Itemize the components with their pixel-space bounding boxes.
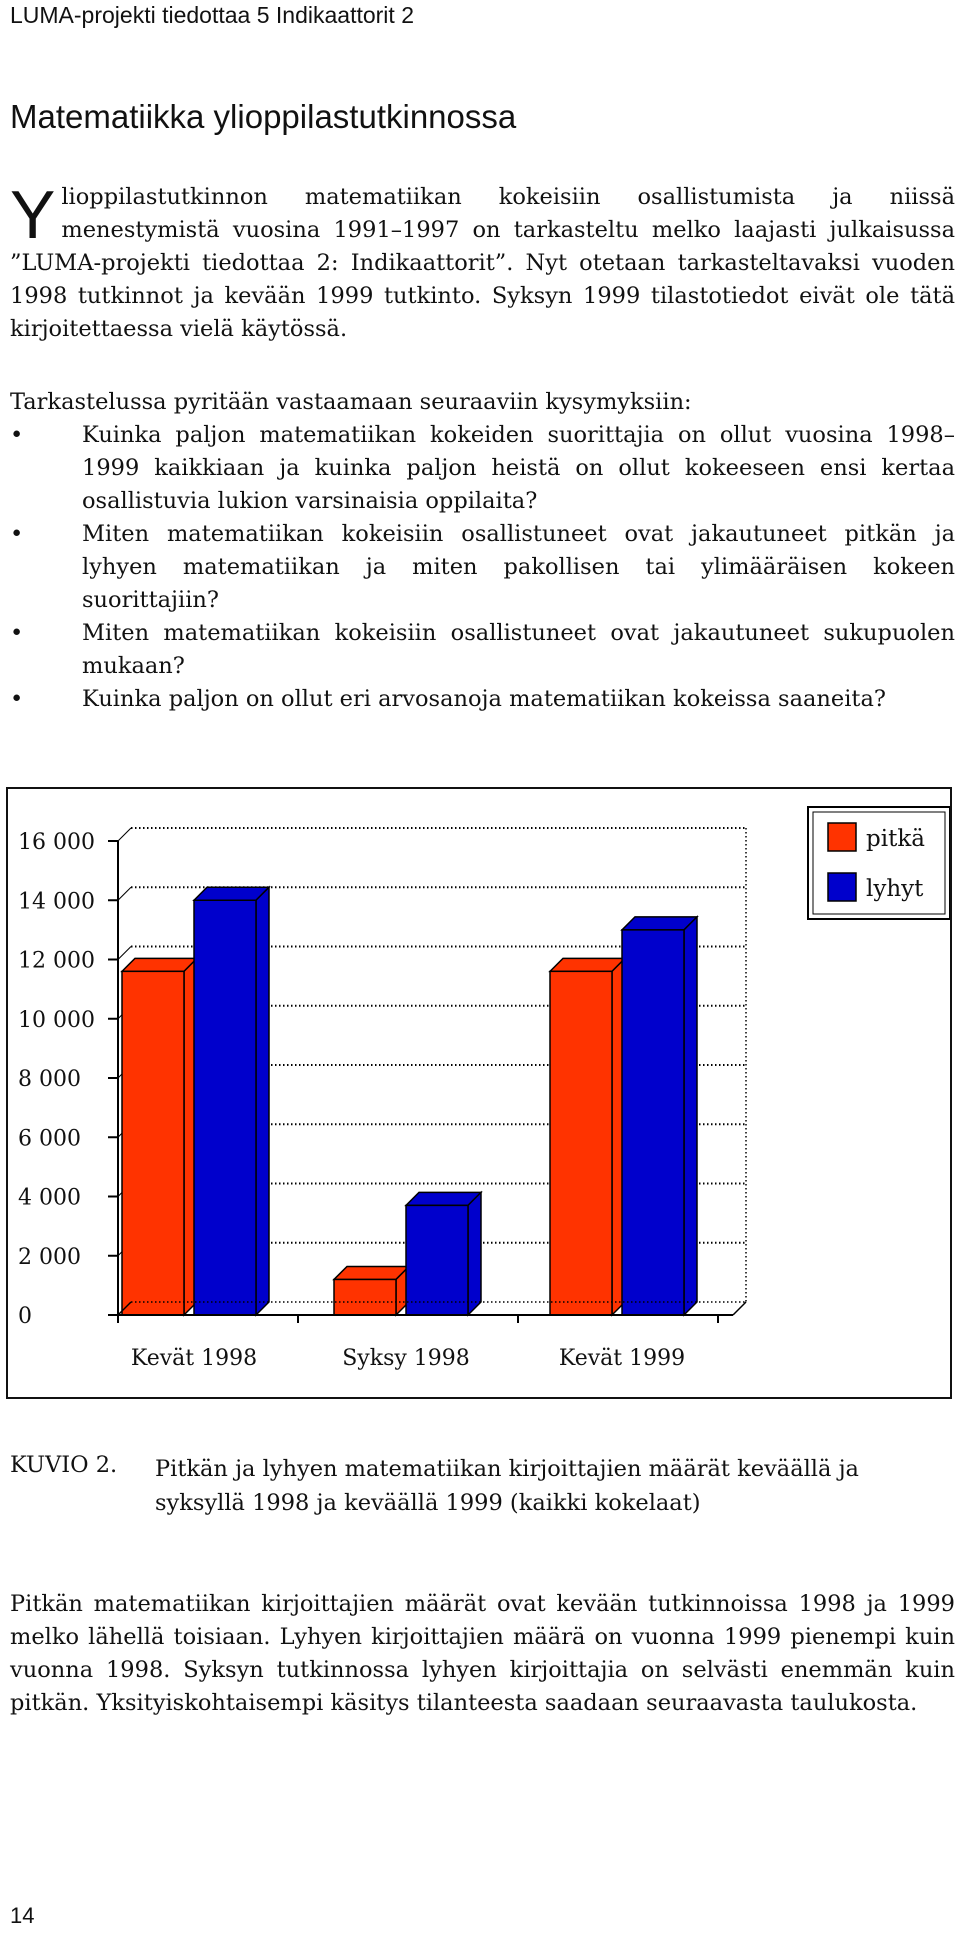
- x-tick-label: Syksy 1998: [342, 1346, 470, 1371]
- intro-paragraph: [10, 177, 955, 346]
- list-item: • Kuinka paljon on ollut eri arvosanoja matematiikan kokeissa saaneita?: [10, 683, 955, 716]
- bar: [334, 1279, 396, 1315]
- y-tick-label: 14 000: [18, 889, 95, 915]
- bar-side: [468, 1192, 481, 1315]
- y-tick-label: 8 000: [18, 1067, 81, 1092]
- gridline-diagonal: [118, 828, 131, 841]
- figure-frame: [6, 787, 952, 1399]
- y-tick-label: 10 000: [18, 1007, 95, 1033]
- y-tick-label: 0: [18, 1304, 32, 1329]
- bar: [406, 1205, 468, 1315]
- legend-swatch: [828, 823, 856, 851]
- y-tick-label: 2 000: [18, 1244, 81, 1270]
- drop-cap: Y: [10, 177, 56, 253]
- x-tick-label: Kevät 1998: [130, 1346, 258, 1371]
- legend-label: lyhyt: [866, 876, 924, 902]
- bar: [550, 971, 612, 1315]
- legend-label: pitkä: [866, 826, 925, 852]
- page-title: Matematiikka ylioppilastutkinnossa: [10, 98, 517, 135]
- legend-swatch: [828, 873, 856, 901]
- bar: [122, 971, 184, 1315]
- intro-text: lioppilastutkinnon matematiikan kokeisiin osallistumista ja niissä menestymistä vuosina 1991–1997 on tarkasteltu melko laajasti julkaisussa ”LUMA-projekti tiedottaa 2: Indikaattorit”. Nyt otetaan tarkasteltavaksi vuoden 1998 tutkinnot ja kevään 1999 tutkinto. Syksyn 1999 tilastotiedot eivät ole tätä kirjoitettaessa vielä käytössä.: [10, 184, 955, 342]
- bar-side: [256, 887, 269, 1315]
- bar: [622, 930, 684, 1315]
- gridline-diagonal: [118, 947, 131, 960]
- list-item: • Miten matematiikan kokeisiin osallistuneet ovat jakautuneet sukupuolen mukaan?: [10, 617, 955, 683]
- caption-label: KUVIO 2.: [10, 1452, 118, 1478]
- list-item: • Kuinka paljon matematiikan kokeiden suorittajia on ollut vuosina 1998–1999 kaikkiaan ja kuinka paljon heistä on ollut kokeeseen ensi kertaa osallistuvia lukion varsinaisia oppilaita?: [10, 419, 955, 518]
- closing-paragraph: Pitkän matematiikan kirjoittajien määrät ovat kevään tutkinnoissa 1998 ja 1999 melko lähellä toisiaan. Lyhyen kirjoittajien määrä on vuonna 1999 pienempi kuin vuonna 1998. Syksyn tutkinnossa lyhyen kirjoittajia on selvästi enemmän kuin pitkän. Yksityiskohtaisempi käsitys tilanteesta saadaan seuraavasta taulukosta.: [10, 1591, 955, 1716]
- gridline-diagonal: [118, 887, 131, 900]
- caption-text: Pitkän ja lyhyen matematiikan kirjoittajien määrät keväällä ja syksyllä 1998 ja keväällä 1999 (kaikki kokelaat): [155, 1456, 859, 1516]
- running-header: LUMA-projekti tiedottaa 5 Indikaattorit 2: [10, 2, 414, 28]
- y-tick-label: 12 000: [18, 948, 95, 974]
- question-list: [10, 419, 955, 716]
- floor-edge-right: [733, 1302, 746, 1315]
- list-item: • Miten matematiikan kokeisiin osallistuneet ovat jakautuneet pitkän ja lyhyen matematiikan ja miten pakollisen tai ylimääräisen kokeen suorittajiin?: [10, 518, 955, 617]
- bar: [194, 900, 256, 1315]
- y-tick-label: 6 000: [18, 1126, 81, 1152]
- bar-chart: [8, 789, 950, 1397]
- questions-intro: Tarkastelussa pyritään vastaamaan seuraaviin kysymyksiin:: [10, 389, 692, 415]
- bar-side: [684, 917, 697, 1315]
- y-tick-label: 4 000: [18, 1185, 81, 1211]
- y-tick-label: 16 000: [18, 830, 95, 855]
- page-number: 14: [10, 1903, 35, 1928]
- x-tick-label: Kevät 1999: [558, 1346, 686, 1371]
